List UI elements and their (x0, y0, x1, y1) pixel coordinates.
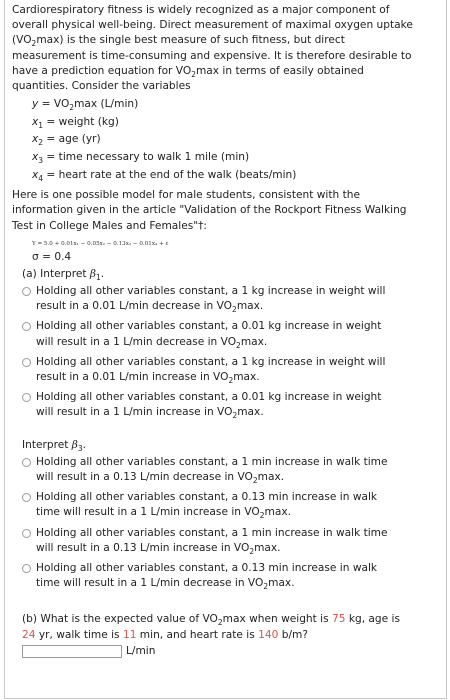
model-equation: Y = 5.0 + 0.01x₁ − 0.05x₂ − 0.13x₃ − 0.01x₄ + ε (32, 240, 169, 247)
variable-x4: $x_4$ = heart rate at the end of the walk (beats/min) (32, 168, 297, 183)
part-a-options (22, 284, 440, 421)
intro-line: overall physical well-being. Direct measurement of maximal oxygen uptake (12, 19, 413, 32)
radio-option-a3[interactable] (22, 355, 440, 385)
radio-button[interactable] (22, 322, 31, 331)
radio-option-b4[interactable] (22, 561, 440, 591)
variable-x3: $x_3$ = time necessary to walk 1 mile (min) (32, 151, 250, 166)
intro-line: $(VO_2\max)$ is the single best measure of such fitness, but direct (12, 34, 345, 49)
part-b-line: (b) What is the expected value of $VO_2\max$ when weight is 75 kg, age is (22, 613, 400, 628)
answer-row (22, 644, 440, 659)
walk-time-value: 11 (122, 628, 137, 641)
answer-unit: L/min (126, 644, 156, 657)
model-intro-line: Here is one possible model for male students, consistent with the (12, 189, 360, 202)
radio-button[interactable] (22, 564, 31, 573)
option-text: Holding all other variables constant, a 1 kg increase in weight will result in a 0.01 L/min increase in $VO_2\max$. (36, 355, 386, 386)
variable-x2: $x_2$ = age (yr) (32, 133, 101, 148)
radio-button[interactable] (22, 529, 31, 538)
weight-value: 75 (331, 613, 346, 626)
radio-button[interactable] (22, 458, 31, 467)
radio-button[interactable] (22, 358, 31, 367)
option-text: Holding all other variables constant, a 1 kg increase in weight will result in a 0.01 L/min decrease in $VO_2\max$. (36, 285, 386, 315)
model-intro-line: information given in the article "Validation of the Rockport Fitness Walking (12, 204, 407, 217)
radio-option-b3[interactable] (22, 526, 440, 556)
age-value: 24 (22, 628, 36, 641)
variable-y: $y = VO_2\max$ (L/min) (32, 98, 139, 113)
option-text: Holding all other variables constant, a 0.13 min increase in walk time will result in a 1 L/min increase in $VO_2\max$. (36, 491, 378, 521)
model-intro-paragraph (12, 188, 440, 234)
variable-list (32, 96, 440, 184)
sigma-value: σ = 0.4 (32, 250, 72, 263)
option-text: Holding all other variables constant, a 0.01 kg increase in weight will result in a 1 L/min increase in $VO_2\max$. (36, 391, 382, 421)
heart-rate-value: 140 (258, 628, 279, 641)
part-a2-options (22, 455, 440, 592)
intro-line: have a prediction equation for $VO_2\max$ in terms of easily obtained (12, 64, 364, 79)
radio-button[interactable] (22, 393, 31, 402)
intro-line: quantities. Consider the variables (12, 80, 191, 93)
answer-input[interactable] (22, 645, 122, 658)
question-content (12, 3, 440, 659)
option-text: Holding all other variables constant, a 1 min increase in walk time will result in a 0.13 L/min decrease in $VO_2\max$. (36, 455, 388, 486)
intro-paragraph (12, 3, 440, 94)
part-b-line: 24 yr, walk time is 11 min, and heart rate is 140 b/m? (22, 628, 308, 641)
model-intro-line: Test in College Males and Females"†: (12, 219, 207, 232)
radio-option-a4[interactable] (22, 390, 440, 420)
option-text: Holding all other variables constant, a 0.01 kg increase in weight will result in a 1 L/min decrease in $VO_2\max$. (36, 320, 382, 350)
intro-line: Cardiorespiratory fitness is widely recognized as a major component of (12, 4, 390, 16)
part-b-question (22, 612, 440, 642)
radio-option-a1[interactable] (22, 284, 440, 314)
radio-button[interactable] (22, 493, 31, 502)
radio-option-b2[interactable] (22, 490, 440, 520)
part-a2-title: Interpret $\beta_3$. (22, 438, 87, 453)
option-text: Holding all other variables constant, a 1 min increase in walk time will result in a 0.13 L/min increase in $VO_2\max$. (36, 526, 388, 556)
part-a-title: (a) Interpret $\beta_1$. (22, 267, 105, 282)
radio-option-a2[interactable] (22, 319, 440, 349)
intro-line: measurement is time-consuming and expensive. It is therefore desirable to (12, 49, 412, 62)
radio-option-b1[interactable] (22, 455, 440, 485)
option-text: Holding all other variables constant, a 0.13 min increase in walk time will result in a 1 L/min decrease in $VO_2\max$. (36, 562, 378, 592)
variable-x1: $x_1$ = weight (kg) (32, 115, 119, 130)
radio-button[interactable] (22, 287, 31, 296)
